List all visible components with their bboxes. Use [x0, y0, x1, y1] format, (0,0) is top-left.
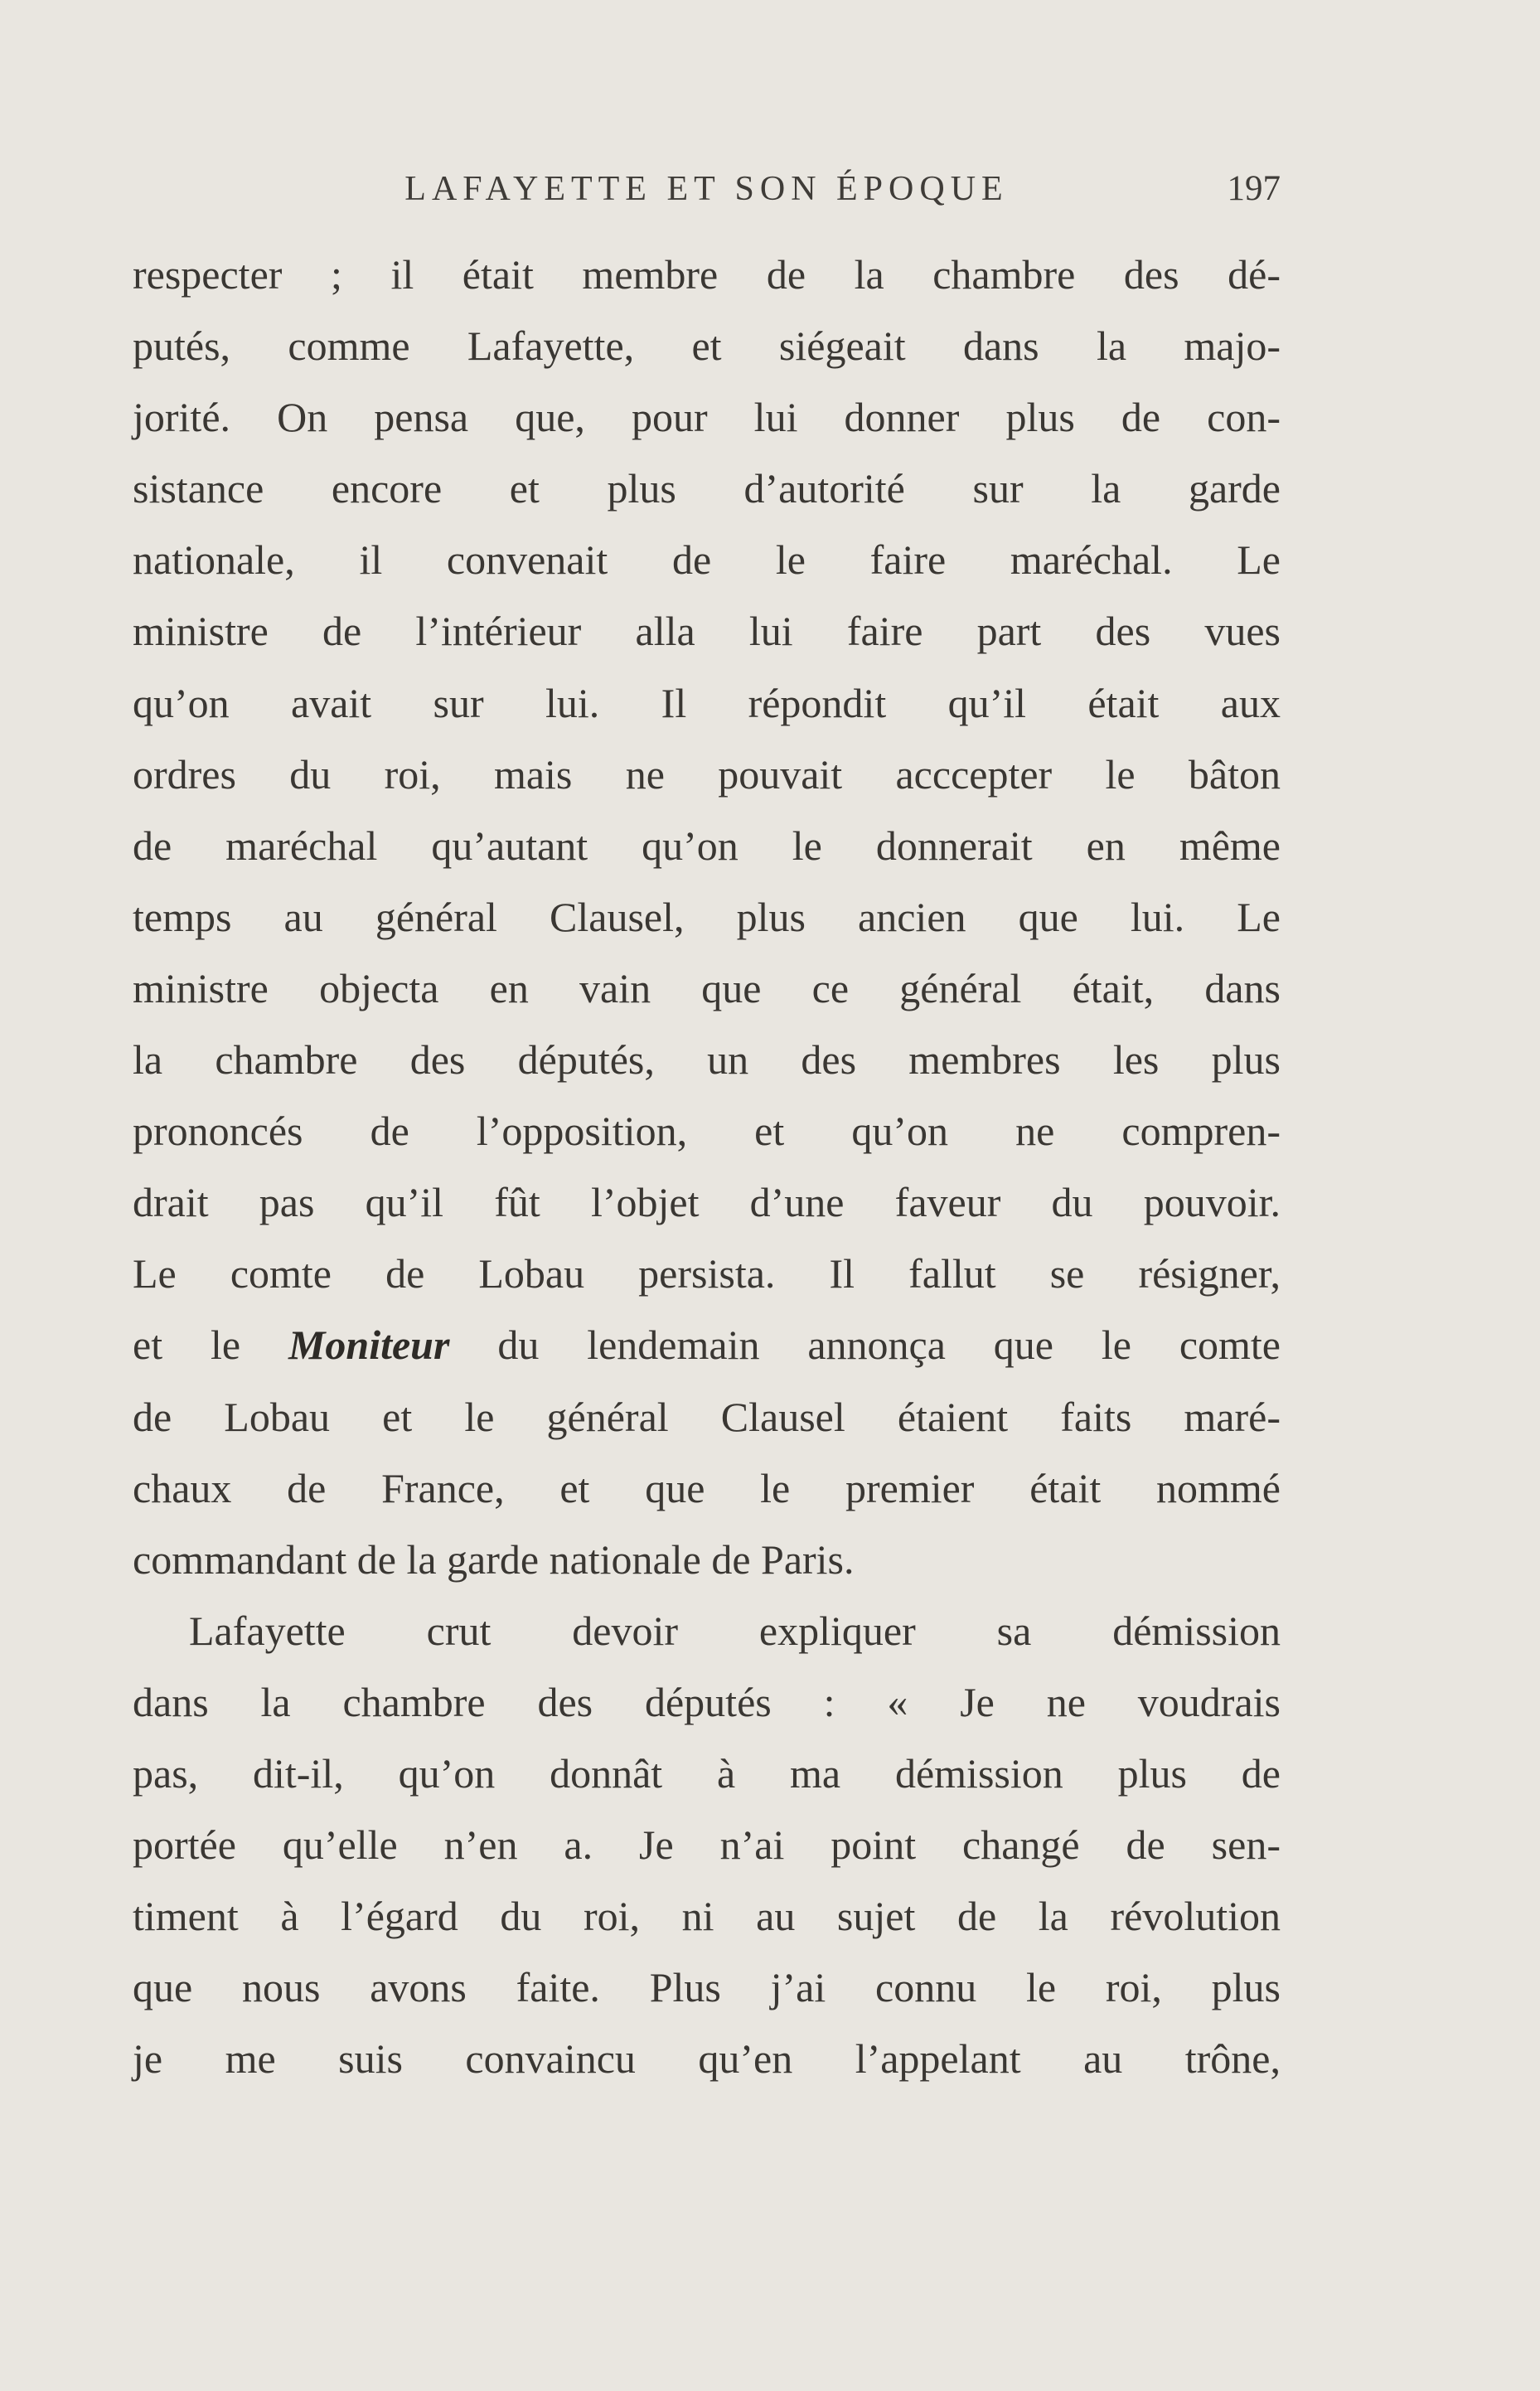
running-head: [133, 164, 1281, 214]
body-text: [133, 239, 1281, 2094]
text-line: sistance encore et plus d’autorité sur la garde: [133, 465, 1281, 512]
text-line: nationale, il convenait de le faire maréchal. Le: [133, 536, 1281, 584]
text-line: timent à l’égard du roi, ni au sujet de la révolution: [133, 1893, 1281, 1940]
text-line: commandant de la garde nationale de Paris.: [133, 1535, 855, 1583]
text-line: chaux de France, et que le premier était nommé: [133, 1464, 1281, 1511]
text-line: respecter ; il était membre de la chambre des dé-: [133, 251, 1281, 298]
text-line: dans la chambre des députés : « Je ne voudrais: [133, 1678, 1281, 1725]
text-line: qu’on avait sur lui. Il répondit qu’il était aux: [133, 679, 1281, 726]
text-line: pas, dit-il, qu’on donnât à ma démission plus de: [133, 1749, 1281, 1797]
text-line: ministre objecta en vain que ce général était, dans: [133, 964, 1281, 1011]
running-title: LAFAYETTE ET SON ÉPOQUE: [404, 170, 1009, 208]
text-line: prononcés de l’opposition, et qu’on ne compren-: [133, 1108, 1281, 1155]
text-line: temps au général Clausel, plus ancien que lui. Le: [133, 893, 1281, 940]
page-number: 197: [1227, 169, 1281, 208]
text-line: de Lobau et le général Clausel étaient faits maré-: [133, 1393, 1281, 1440]
text-line: jorité. On pensa que, pour lui donner plus de con-: [133, 394, 1281, 441]
text-line: je me suis convaincu qu’en l’appelant au trône,: [133, 2035, 1281, 2083]
newspaper-title: Moniteur: [288, 1322, 450, 1369]
text-line: drait pas qu’il fût l’objet d’une faveur du pouvoir.: [133, 1179, 1281, 1226]
text-line: putés, comme Lafayette, et siégeait dans la majo-: [133, 323, 1281, 370]
text-line: que nous avons faite. Plus j’ai connu le roi, plus: [133, 1964, 1281, 2011]
text-line: ministre de l’intérieur alla lui faire part des vues: [133, 608, 1281, 655]
text-line: portée qu’elle n’en a. Je n’ai point changé de sen-: [133, 1821, 1281, 1869]
text-line: la chambre des députés, un des membres les plus: [133, 1036, 1281, 1084]
text-segment: du lendemain annonça que le comte: [449, 1322, 1281, 1369]
paragraph-first-line: Lafayette crut devoir expliquer sa démission: [189, 1607, 1281, 1654]
text-line: Le comte de Lobau persista. Il fallut se résigner,: [133, 1250, 1281, 1297]
text-segment: et le: [133, 1322, 288, 1369]
text-line: ordres du roi, mais ne pouvait acccepter le bâton: [133, 750, 1281, 798]
text-line-moniteur: [133, 1309, 1281, 1380]
text-line: de maréchal qu’autant qu’on le donnerait en même: [133, 822, 1281, 869]
